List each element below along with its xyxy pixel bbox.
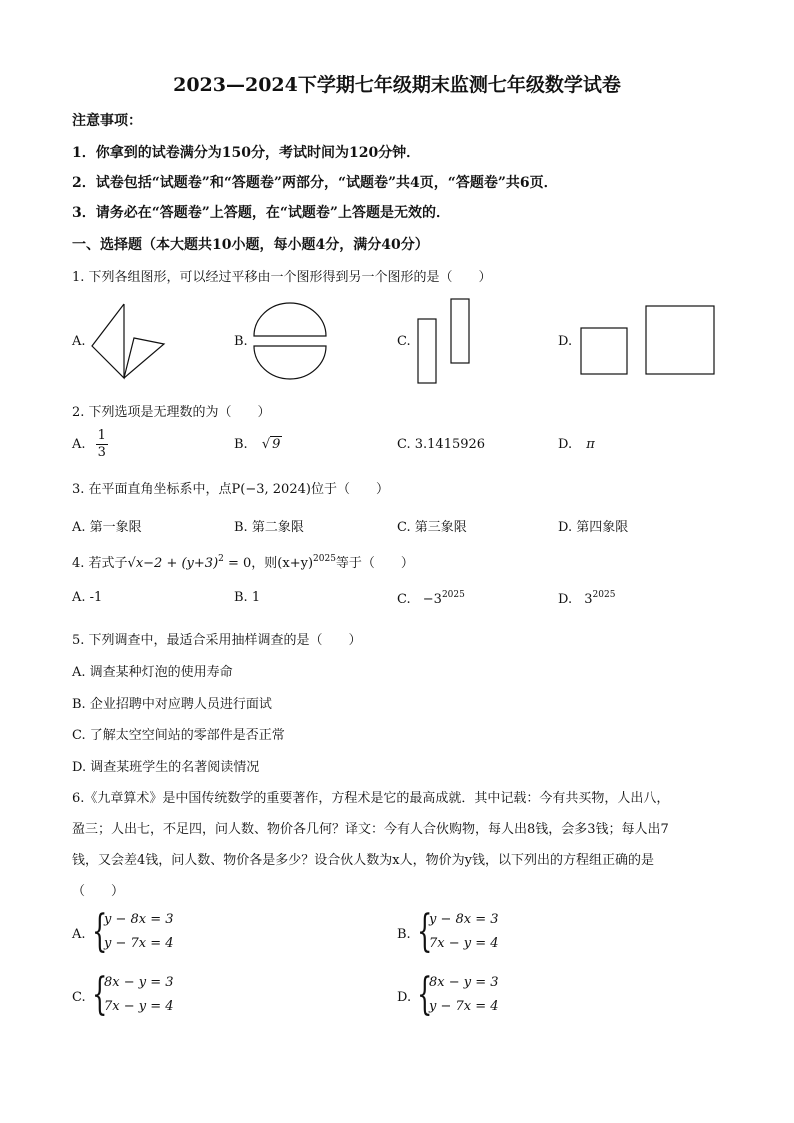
q1-option-d-label: D. [558,334,573,349]
q2-option-a-label: A. [72,437,86,452]
q1-option-c-label: C. [397,334,411,349]
q4-option-d [558,590,615,607]
q4-option-d-value: 3 [584,592,593,607]
q4-option-a: A. -1 [72,590,103,605]
question-5-stem: 5. 下列调查中，最适合采用抽样调查的是（ ） [72,633,362,648]
brace-icon: { [417,969,433,1020]
q6-option-d [397,969,597,1021]
note-item-2: 2．试卷包括“试题卷”和“答题卷”两部分，“试题卷”共4页，“答题卷”共6页． [72,175,558,191]
q6-option-a [72,906,272,958]
note-item-3: 3．请务必在“答题卷”上答题，在“试题卷”上答题是无效的． [72,205,450,221]
q6-option-d-eq2: y − 7x = 4 [429,999,499,1014]
q4-stem-mid: = 0，则(x+y) [223,556,314,571]
q4-option-b: B. 1 [234,590,261,605]
q5-option-b: B. 企业招聘中对应聘人员进行面试 [72,697,272,712]
q2-option-b-radicand: 9 [272,437,281,452]
question-2-stem: 2. 下列选项是无理数的为（ ） [72,405,271,420]
q4-option-c-label: C. [397,592,411,607]
q3-option-d: D. 第四象限 [558,520,629,535]
q6-option-a-label: A. [72,927,86,942]
section-heading: 一、选择题（本大题共10小题，每小题4分，满分40分） [72,237,429,253]
q5-option-c: C. 了解太空空间站的零部件是否正常 [72,728,285,743]
q6-option-b-eq2: 7x − y = 4 [429,936,499,951]
question-6-line-1: 6.《九章算术》是中国传统数学的重要著作，方程术是它的最高成就．其中记载：今有共买物，人出八， [72,791,670,806]
q1-option-b-label: B. [234,334,248,349]
q2-option-b-label: B. [234,437,248,452]
question-6-line-3: 钱，又会差4钱，问人数、物价各是多少？设合伙人数为x人，物价为y钱，以下列出的方程组正确的是 [72,853,654,868]
question-3-stem: 3. 在平面直角坐标系中，点P(−3, 2024)位于（ ） [72,482,389,497]
q4-option-c-exp: 2025 [441,590,465,600]
q6-option-b-eq1: y − 8x = 3 [429,912,499,927]
brace-icon: { [417,906,433,957]
q1-option-d-figure [580,305,716,377]
q6-option-c-eq2: 7x − y = 4 [104,999,174,1014]
question-1-stem: 1. 下列各组图形，可以经过平移由一个图形得到另一个图形的是（ ） [72,270,492,285]
question-6-line-2: 盈三；人出七，不足四，问人数、物价各几何？译文：今有人合伙购物，每人出8钱，会多3钱；每人出7 [72,822,669,837]
q6-option-a-eq1: y − 8x = 3 [104,912,174,927]
q1-option-a-label: A. [72,334,86,349]
q2-option-a [72,428,108,461]
q2-option-b [234,437,282,452]
q2-option-a-fraction [96,428,108,461]
q6-option-b-label: B. [397,927,411,942]
q4-stem-post: 等于（ ） [335,556,414,571]
q4-stem-exp2: 2025 [313,554,336,564]
q6-option-c-label: C. [72,990,86,1005]
page-title: 2023—2024下学期七年级期末监测七年级数学试卷 [173,74,621,96]
q4-stem-exp1: 2 [218,554,224,564]
q4-option-c [397,590,465,607]
q5-option-d: D. 调查某班学生的名著阅读情况 [72,760,260,775]
fraction-numerator: 1 [97,428,106,443]
fraction-denominator: 3 [97,445,106,460]
q4-option-d-exp: 2025 [592,590,616,600]
q5-option-a: A. 调查某种灯泡的使用寿命 [72,665,233,680]
q2-option-c: C. 3.1415926 [397,437,486,452]
q6-option-a-eq2: y − 7x = 4 [104,936,174,951]
q4-stem-expr: √x−2 + (y+3) [127,556,219,571]
brace-icon: { [92,969,108,1020]
q4-option-c-value: −3 [422,592,442,607]
brace-icon: { [92,906,108,957]
q3-option-b: B. 第二象限 [234,520,304,535]
q3-option-c: C. 第三象限 [397,520,467,535]
note-item-1: 1．你拿到的试卷满分为150分，考试时间为120分钟． [72,145,421,161]
q1-option-b-figure [252,302,328,382]
q6-option-d-label: D. [397,990,412,1005]
q2-option-d-label: D. [558,437,573,452]
question-4-stem [72,552,414,571]
sqrt-sign: √ [261,437,271,452]
question-6-line-4: （ ） [72,884,125,899]
q2-option-d [558,437,595,452]
q6-option-c-eq1: 8x − y = 3 [104,975,174,990]
q4-stem-pre: 4. 若式子 [72,556,128,571]
q6-option-b [397,906,597,958]
q6-option-c [72,969,272,1021]
q1-option-a-figure [90,302,170,382]
q3-option-a: A. 第一象限 [72,520,142,535]
q2-option-d-value: π [586,437,595,452]
q6-option-d-eq1: 8x − y = 3 [429,975,499,990]
notes-heading: 注意事项： [72,113,142,129]
q1-option-c-figure [416,297,472,385]
q4-option-d-label: D. [558,592,573,607]
